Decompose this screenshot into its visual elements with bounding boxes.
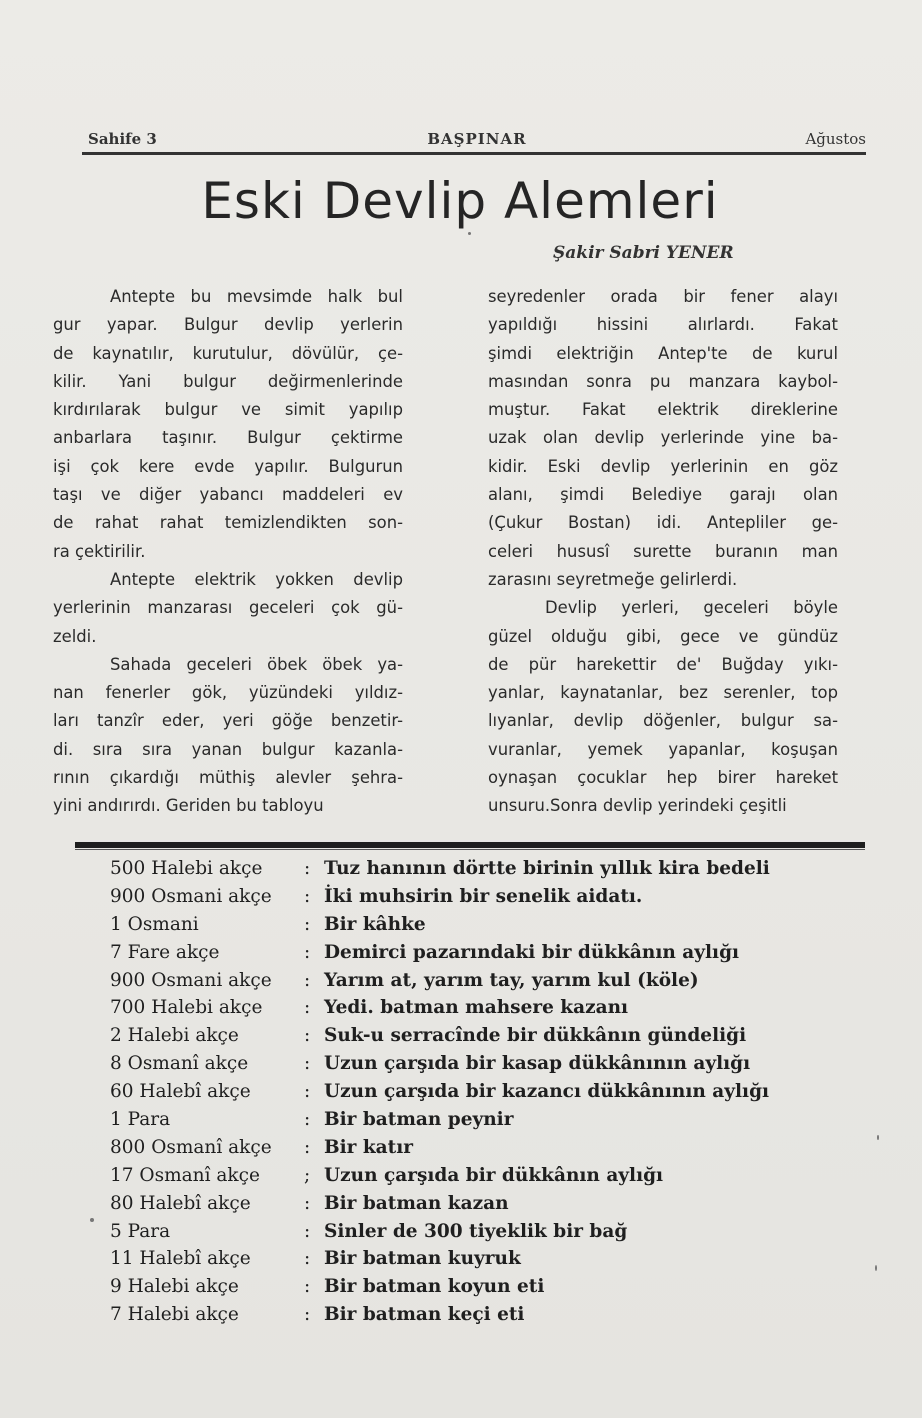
article-line: kidir. Eski devlip yerlerinin en göz (488, 456, 838, 476)
price-separator: : (304, 969, 311, 991)
price-separator: : (304, 1248, 311, 1270)
price-description: Uzun çarşıda bir kazancı dükkânının aylığı (324, 1081, 770, 1103)
price-amount: 9 Halebi akçe (110, 1276, 239, 1298)
price-description: İki muhsirin bir senelik aidatı. (324, 885, 643, 907)
price-description: Bir katır (324, 1136, 413, 1158)
price-amount: 800 Osmanî akçe (110, 1136, 272, 1158)
price-description: Bir batman kuyruk (324, 1248, 521, 1270)
article-line: şimdi elektriğin Antep'te de kurul (488, 343, 838, 363)
price-separator: : (304, 997, 311, 1019)
price-separator: : (304, 1081, 311, 1103)
price-separator: : (304, 885, 311, 907)
price-separator: : (304, 941, 311, 963)
article-line: rının çıkardığı müthiş alevler şehra- (53, 768, 403, 788)
price-description: Yarım at, yarım tay, yarım kul (köle) (324, 969, 699, 991)
article-line: Devlip yerleri, geceleri böyle (545, 598, 838, 618)
price-description: Bir batman koyun eti (324, 1276, 545, 1298)
article-line: unsuru.Sonra devlip yerindeki çeşitli (488, 796, 787, 816)
article-line: uzak olan devlip yerlerinde yine ba- (488, 428, 838, 448)
issue-month: Ağustos (805, 130, 866, 148)
price-separator: : (304, 1192, 311, 1214)
price-separator: : (304, 858, 311, 879)
price-amount: 700 Halebi akçe (110, 997, 263, 1019)
article-line: seyredenler orada bir fener alayı (488, 287, 838, 306)
article-line: kilir. Yani bulgur değirmenlerinde (53, 371, 403, 391)
price-row (110, 1053, 830, 1081)
article-line: kırdırılarak bulgur ve simit yapılıp (53, 400, 403, 420)
price-description: Uzun çarşıda bir kasap dükkânının aylığı (324, 1053, 751, 1075)
print-speck (468, 232, 471, 235)
price-row (110, 914, 830, 942)
article-line: masından sonra pu manzara kaybol- (488, 371, 838, 391)
section-divider (75, 842, 865, 848)
price-row (110, 886, 830, 914)
price-amount: 60 Halebî akçe (110, 1081, 251, 1103)
article-line: yanlar, kaynatanlar, bez serenler, top (488, 683, 838, 703)
price-row (110, 1165, 830, 1193)
price-row (110, 1137, 830, 1165)
price-description: Bir batman keçi eti (324, 1304, 525, 1326)
article-line: anbarlara taşınır. Bulgur çektirme (53, 428, 403, 448)
price-amount: 500 Halebi akçe (110, 858, 263, 879)
price-row (110, 1221, 830, 1249)
price-separator: ; (304, 1164, 311, 1186)
price-row (110, 1276, 830, 1304)
article-line: de pür harekettir de' Buğday yıkı- (488, 654, 838, 674)
article-line: yerlerinin manzarası geceleri çok gü- (53, 598, 403, 618)
price-amount: 7 Halebi akçe (110, 1304, 239, 1326)
price-description: Bir batman peynir (324, 1109, 514, 1131)
article-line: vuranlar, yemek yapanlar, koşuşan (488, 739, 838, 759)
article-line: ları tanzîr eder, yeri göğe benzetir- (53, 711, 403, 731)
article-line: Sahada geceleri öbek öbek ya- (110, 654, 403, 674)
price-description: Tuz hanının dörtte birinin yıllık kira bedeli (324, 858, 770, 879)
article-line: muştur. Fakat elektrik direklerine (488, 400, 838, 420)
article-line: yapıldığı hissini alırlardı. Fakat (488, 315, 838, 335)
section-divider-thin (75, 849, 865, 850)
article-line: nan fenerler gök, yüzündeki yıldız- (53, 683, 403, 703)
article-line: işi çok kere evde yapılır. Bulgurun (53, 456, 403, 476)
article-line: lıyanlar, devlip döğenler, bulgur sa- (488, 711, 838, 731)
article-line: de kaynatılır, kurutulur, dövülür, çe- (53, 343, 403, 363)
article-line: güzel olduğu gibi, gece ve gündüz (488, 626, 838, 646)
price-description: Uzun çarşıda bir dükkânın aylığı (324, 1164, 664, 1186)
article-title: Eski Devlip Alemleri (201, 172, 719, 230)
article-author: Şakir Sabri YENER (553, 243, 734, 263)
print-speck (875, 1265, 877, 1271)
price-separator: : (304, 1053, 311, 1075)
price-description: Bir batman kazan (324, 1192, 509, 1214)
price-amount: 17 Osmanî akçe (110, 1164, 260, 1186)
price-separator: : (304, 1276, 311, 1298)
price-description: Yedi. batman mahsere kazanı (324, 997, 629, 1019)
article-line: di. sıra sıra yanan bulgur kazanla- (53, 739, 403, 759)
price-description: Bir kâhke (324, 913, 426, 935)
price-row (110, 997, 830, 1025)
price-row (110, 1304, 830, 1332)
price-row (110, 970, 830, 998)
price-amount: 900 Osmani akçe (110, 885, 272, 907)
right-column (488, 283, 838, 821)
article-line: alanı, şimdi Belediye garajı olan (488, 485, 838, 505)
price-amount: 11 Halebî akçe (110, 1248, 251, 1270)
price-amount: 5 Para (110, 1220, 171, 1242)
article-line: yini andırırdı. Geriden bu tabloyu (53, 796, 324, 816)
article-line: de rahat rahat temizlendikten son- (53, 513, 403, 533)
article-line: gur yapar. Bulgur devlip yerlerin (53, 315, 403, 335)
publication-name: BAŞPINAR (427, 130, 527, 148)
article-line: celeri hususî surette buranın man (488, 541, 838, 561)
article-line: zarasını seyretmeğe gelirlerdi. (488, 569, 738, 589)
price-row (110, 1248, 830, 1276)
price-amount: 1 Osmani (110, 913, 199, 935)
price-amount: 2 Halebi akçe (110, 1025, 239, 1047)
price-description: Suk-u serracînde bir dükkânın gündeliği (324, 1025, 747, 1047)
article-line: zeldi. (53, 626, 97, 646)
price-separator: : (304, 913, 311, 935)
price-row (110, 942, 830, 970)
price-separator: : (304, 1136, 311, 1158)
price-description: Demirci pazarındaki bir dükkânın aylığı (324, 941, 740, 963)
article-line: ra çektirilir. (53, 541, 146, 561)
article-line: (Çukur Bostan) idi. Antepliler ge- (488, 513, 838, 533)
price-separator: : (304, 1220, 311, 1242)
print-speck (90, 1218, 94, 1222)
article-line: Antepte elektrik yokken devlip (110, 569, 403, 589)
price-amount: 7 Fare akçe (110, 941, 220, 963)
price-row (110, 1081, 830, 1109)
left-column (53, 283, 403, 821)
print-speck (877, 1135, 879, 1140)
price-amount: 900 Osmani akçe (110, 969, 272, 991)
price-amount: 80 Halebî akçe (110, 1192, 251, 1214)
price-amount: 1 Para (110, 1109, 171, 1131)
price-separator: : (304, 1109, 311, 1131)
page-header (88, 130, 866, 152)
price-list (110, 858, 830, 1332)
page-number: Sahife 3 (88, 130, 157, 148)
header-rule (82, 152, 866, 155)
price-separator: : (304, 1304, 311, 1326)
price-row (110, 1025, 830, 1053)
price-row (110, 858, 830, 886)
article-line: Antepte bu mevsimde halk bul (110, 287, 403, 306)
price-separator: : (304, 1025, 311, 1047)
article-line: oynaşan çocuklar hep birer hareket (488, 768, 838, 788)
price-row (110, 1109, 830, 1137)
price-description: Sinler de 300 tiyeklik bir bağ (324, 1220, 628, 1242)
price-row (110, 1193, 830, 1221)
article-line: taşı ve diğer yabancı maddeleri ev (53, 485, 403, 505)
price-amount: 8 Osmanî akçe (110, 1053, 249, 1075)
